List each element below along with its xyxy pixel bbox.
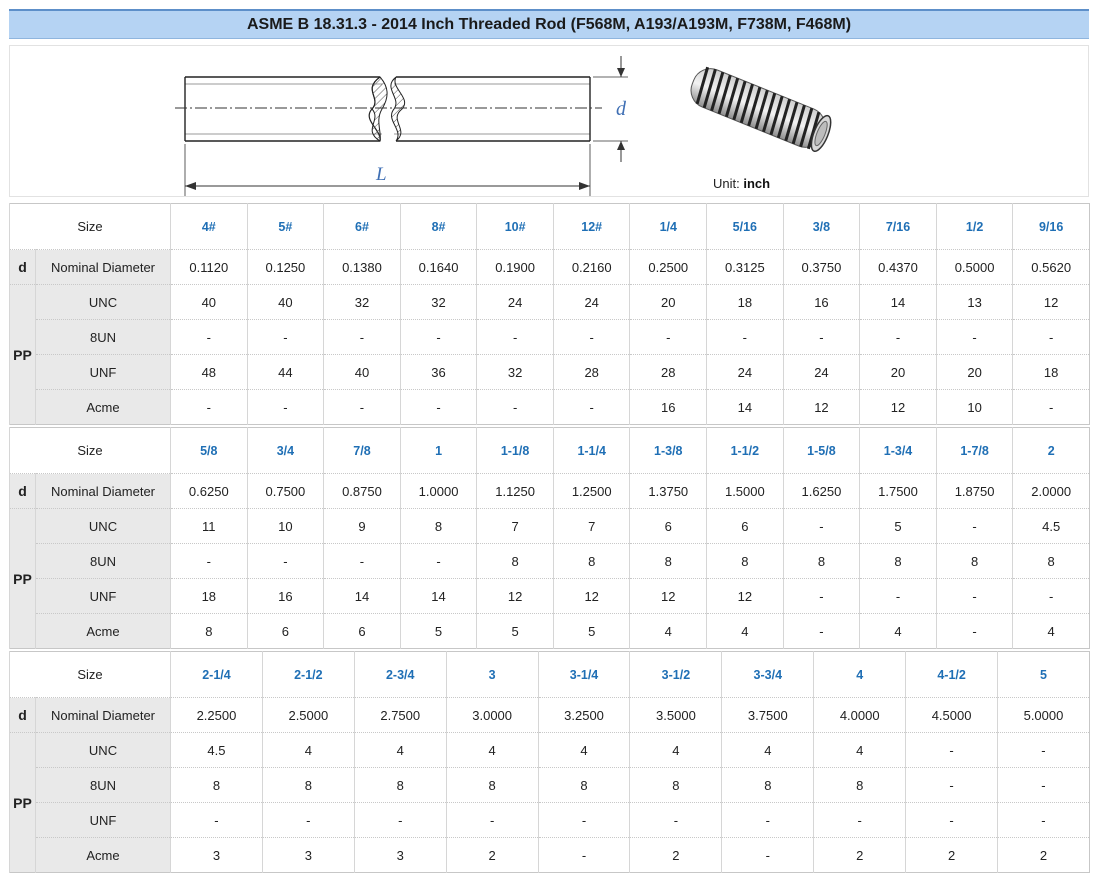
nominal-diameter-cell: 1.3750 [630,474,707,509]
nominal-diameter-cell: 0.4370 [860,250,937,285]
acme-cell: 5 [477,614,554,649]
8un-cell: 8 [630,544,707,579]
nominal-diameter-cell: 2.0000 [1013,474,1090,509]
size-cell: 5# [247,204,324,250]
size-cell: 2-1/4 [171,652,263,698]
unc-cell: 32 [400,285,477,320]
8un-cell: - [906,768,998,803]
unf-cell: 40 [324,355,401,390]
acme-cell: - [936,614,1013,649]
nominal-diameter-cell: 1.8750 [936,474,1013,509]
8un-cell: 8 [446,768,538,803]
nominal-diameter-cell: 0.3125 [707,250,784,285]
acme-row [10,390,1090,425]
unf-cell: 32 [477,355,554,390]
size-cell: 7/8 [324,428,401,474]
unf-cell: 36 [400,355,477,390]
size-cell: 2-3/4 [354,652,446,698]
nominal-diameter-cell: 0.2500 [630,250,707,285]
size-cell: 5/8 [171,428,248,474]
8un-cell: - [324,320,401,355]
size-cell: 8# [400,204,477,250]
size-cell: 9/16 [1013,204,1090,250]
size-cell: 1/2 [936,204,1013,250]
length-dimension [185,144,590,196]
unf-cell: 24 [783,355,860,390]
8un-cell: - [707,320,784,355]
nominal-diameter-label: Nominal Diameter [36,474,171,509]
8un-cell: 8 [814,768,906,803]
unf-cell: - [860,579,937,614]
unf-cell: 24 [707,355,784,390]
spec-table-2 [9,427,1090,649]
8un-cell: 8 [722,768,814,803]
8un-cell: - [171,320,248,355]
8un-cell: - [998,768,1090,803]
nominal-diameter-cell: 0.1380 [324,250,401,285]
unc-cell: 4 [814,733,906,768]
unf-row [10,355,1090,390]
nominal-diameter-cell: 0.8750 [324,474,401,509]
spec-table-3 [9,651,1090,873]
nominal-diameter-cell: 4.0000 [814,698,906,733]
nominal-diameter-cell: 0.5000 [936,250,1013,285]
nominal-diameter-cell: 5.0000 [998,698,1090,733]
acme-cell: - [783,614,860,649]
nominal-diameter-row [10,474,1090,509]
8un-cell: - [247,320,324,355]
acme-label: Acme [36,614,171,649]
8un-cell: - [553,320,630,355]
unc-row [10,733,1090,768]
unf-row [10,803,1090,838]
acme-cell: 4 [630,614,707,649]
unf-cell: 12 [630,579,707,614]
unf-cell: 14 [324,579,401,614]
size-row [10,428,1090,474]
size-cell: 3/4 [247,428,324,474]
8un-cell: 8 [354,768,446,803]
spec-table-1 [9,203,1090,425]
unf-cell: - [171,803,263,838]
unc-row [10,285,1090,320]
dimension-d-label: d [616,98,626,120]
size-cell: 1-1/2 [707,428,784,474]
size-cell: 10# [477,204,554,250]
unf-cell: 18 [1013,355,1090,390]
unc-cell: 6 [630,509,707,544]
size-cell: 1-5/8 [783,428,860,474]
8un-cell: 8 [936,544,1013,579]
nominal-diameter-row [10,250,1090,285]
size-cell: 6# [324,204,401,250]
nominal-diameter-cell: 3.0000 [446,698,538,733]
threaded-rod-drawing [10,46,1088,196]
unf-cell: 28 [553,355,630,390]
unc-cell: 11 [171,509,248,544]
unc-row [10,509,1090,544]
acme-cell: 14 [707,390,784,425]
size-cell: 1-3/8 [630,428,707,474]
rod-body-right [391,77,590,141]
8un-cell: - [171,544,248,579]
acme-cell: - [247,390,324,425]
8un-cell: 8 [477,544,554,579]
acme-cell: 3 [262,838,354,873]
unf-cell: - [936,579,1013,614]
unc-cell: 16 [783,285,860,320]
nominal-diameter-cell: 0.6250 [171,474,248,509]
nominal-diameter-cell: 1.6250 [783,474,860,509]
unf-cell: - [1013,579,1090,614]
unit-label: Unit: inch [713,176,771,191]
nominal-diameter-label: Nominal Diameter [36,250,171,285]
8un-cell: - [783,320,860,355]
unc-cell: 13 [936,285,1013,320]
unc-cell: - [998,733,1090,768]
acme-cell: 2 [630,838,722,873]
pp-label: PP [10,733,36,873]
nominal-diameter-cell: 1.7500 [860,474,937,509]
unf-row [10,579,1090,614]
unf-cell: 16 [247,579,324,614]
size-cell: 3-1/2 [630,652,722,698]
size-cell: 2-1/2 [262,652,354,698]
unf-cell: - [446,803,538,838]
acme-cell: 6 [247,614,324,649]
nominal-diameter-row [10,698,1090,733]
acme-cell: 12 [860,390,937,425]
acme-label: Acme [36,838,171,873]
acme-row [10,614,1090,649]
unf-cell: 20 [860,355,937,390]
nominal-diameter-cell: 3.5000 [630,698,722,733]
size-cell: 1/4 [630,204,707,250]
acme-cell: 2 [814,838,906,873]
8un-cell: 8 [1013,544,1090,579]
size-row [10,204,1090,250]
page-title: ASME B 18.31.3 - 2014 Inch Threaded Rod (F568M, A193/A193M, F738M, F468M) [9,9,1089,39]
acme-cell: 2 [998,838,1090,873]
nominal-diameter-cell: 1.2500 [553,474,630,509]
unc-cell: 4.5 [1013,509,1090,544]
unf-cell: 44 [247,355,324,390]
8un-cell: 8 [171,768,263,803]
size-cell: 1-7/8 [936,428,1013,474]
unf-cell: 48 [171,355,248,390]
d-label: d [10,698,36,733]
8un-cell: - [400,544,477,579]
acme-label: Acme [36,390,171,425]
size-cell: 7/16 [860,204,937,250]
acme-cell: 8 [171,614,248,649]
nominal-diameter-cell: 2.2500 [171,698,263,733]
nominal-diameter-cell: 3.7500 [722,698,814,733]
nominal-diameter-cell: 2.5000 [262,698,354,733]
unc-cell: 24 [553,285,630,320]
size-cell: 1 [400,428,477,474]
size-cell: 3 [446,652,538,698]
acme-cell: 2 [446,838,538,873]
8un-cell: - [936,320,1013,355]
nominal-diameter-cell: 0.5620 [1013,250,1090,285]
unf-cell: - [722,803,814,838]
acme-cell: 5 [553,614,630,649]
unc-cell: 20 [630,285,707,320]
unc-cell: 4 [262,733,354,768]
unf-label: UNF [36,579,171,614]
size-cell: 4# [171,204,248,250]
unc-cell: 24 [477,285,554,320]
unc-cell: 10 [247,509,324,544]
unf-cell: 20 [936,355,1013,390]
unf-cell: - [998,803,1090,838]
nominal-diameter-label: Nominal Diameter [36,698,171,733]
unc-cell: 4 [722,733,814,768]
size-cell: 3-3/4 [722,652,814,698]
8un-cell: - [324,544,401,579]
8un-row [10,768,1090,803]
unf-cell: - [814,803,906,838]
unf-cell: 28 [630,355,707,390]
unf-cell: 12 [553,579,630,614]
unc-cell: 5 [860,509,937,544]
acme-cell: - [400,390,477,425]
8un-cell: - [247,544,324,579]
unf-cell: - [538,803,630,838]
unc-cell: 6 [707,509,784,544]
acme-cell: - [171,390,248,425]
8un-cell: 8 [538,768,630,803]
size-cell: 1-1/8 [477,428,554,474]
acme-cell: - [553,390,630,425]
nominal-diameter-cell: 2.7500 [354,698,446,733]
acme-cell: - [1013,390,1090,425]
size-cell: 4 [814,652,906,698]
unc-cell: 40 [171,285,248,320]
acme-cell: 16 [630,390,707,425]
acme-cell: 12 [783,390,860,425]
unf-cell: - [783,579,860,614]
8un-row [10,544,1090,579]
acme-cell: 2 [906,838,998,873]
unc-label: UNC [36,509,171,544]
nominal-diameter-cell: 0.1250 [247,250,324,285]
acme-cell: 10 [936,390,1013,425]
nominal-diameter-cell: 4.5000 [906,698,998,733]
unc-cell: 14 [860,285,937,320]
acme-cell: - [722,838,814,873]
acme-cell: 4 [860,614,937,649]
dimension-l-label: L [376,164,387,185]
unc-cell: 40 [247,285,324,320]
unf-cell: - [354,803,446,838]
size-cell: 5/16 [707,204,784,250]
nominal-diameter-cell: 0.3750 [783,250,860,285]
8un-cell: 8 [860,544,937,579]
8un-label: 8UN [36,320,171,355]
8un-cell: 8 [262,768,354,803]
size-row [10,652,1090,698]
nominal-diameter-cell: 0.7500 [247,474,324,509]
8un-row [10,320,1090,355]
nominal-diameter-cell: 0.1640 [400,250,477,285]
unc-cell: - [936,509,1013,544]
acme-cell: 3 [171,838,263,873]
8un-label: 8UN [36,544,171,579]
unc-cell: 4.5 [171,733,263,768]
unc-label: UNC [36,285,171,320]
8un-cell: - [630,320,707,355]
8un-cell: - [400,320,477,355]
unf-cell: - [630,803,722,838]
acme-cell: - [538,838,630,873]
d-label: d [10,474,36,509]
8un-cell: 8 [553,544,630,579]
unc-cell: 4 [446,733,538,768]
unf-cell: - [906,803,998,838]
unc-cell: 12 [1013,285,1090,320]
8un-cell: - [477,320,554,355]
nominal-diameter-cell: 3.2500 [538,698,630,733]
8un-cell: 8 [783,544,860,579]
acme-row [10,838,1090,873]
size-cell: 2 [1013,428,1090,474]
nominal-diameter-cell: 0.2160 [553,250,630,285]
rod-figure-panel [9,45,1089,197]
unc-cell: 32 [324,285,401,320]
unc-cell: - [906,733,998,768]
8un-cell: - [1013,320,1090,355]
unf-label: UNF [36,803,171,838]
unf-cell: - [262,803,354,838]
size-cell: 5 [998,652,1090,698]
unf-cell: 14 [400,579,477,614]
size-cell: 12# [553,204,630,250]
pp-label: PP [10,509,36,649]
acme-cell: 6 [324,614,401,649]
rod-body-left [185,77,387,141]
unc-cell: 9 [324,509,401,544]
8un-label: 8UN [36,768,171,803]
acme-cell: 4 [707,614,784,649]
acme-cell: 4 [1013,614,1090,649]
acme-cell: - [324,390,401,425]
unf-cell: 12 [477,579,554,614]
nominal-diameter-cell: 0.1120 [171,250,248,285]
threaded-rod-photo [686,63,835,154]
size-cell: 1-1/4 [553,428,630,474]
size-cell: 1-3/4 [860,428,937,474]
unc-label: UNC [36,733,171,768]
acme-cell: - [477,390,554,425]
acme-cell: 3 [354,838,446,873]
size-cell: 4-1/2 [906,652,998,698]
pp-label: PP [10,285,36,425]
unc-cell: - [783,509,860,544]
unc-cell: 18 [707,285,784,320]
nominal-diameter-cell: 0.1900 [477,250,554,285]
unf-cell: 18 [171,579,248,614]
8un-cell: 8 [630,768,722,803]
size-header: Size [10,428,171,474]
unc-cell: 7 [477,509,554,544]
d-label: d [10,250,36,285]
acme-cell: 5 [400,614,477,649]
unc-cell: 8 [400,509,477,544]
8un-cell: - [860,320,937,355]
size-cell: 3-1/4 [538,652,630,698]
unc-cell: 4 [354,733,446,768]
unf-cell: 12 [707,579,784,614]
nominal-diameter-cell: 1.5000 [707,474,784,509]
unc-cell: 4 [630,733,722,768]
8un-cell: 8 [707,544,784,579]
nominal-diameter-cell: 1.1250 [477,474,554,509]
unc-cell: 4 [538,733,630,768]
unc-cell: 7 [553,509,630,544]
unf-label: UNF [36,355,171,390]
size-cell: 3/8 [783,204,860,250]
size-header: Size [10,204,171,250]
size-header: Size [10,652,171,698]
nominal-diameter-cell: 1.0000 [400,474,477,509]
